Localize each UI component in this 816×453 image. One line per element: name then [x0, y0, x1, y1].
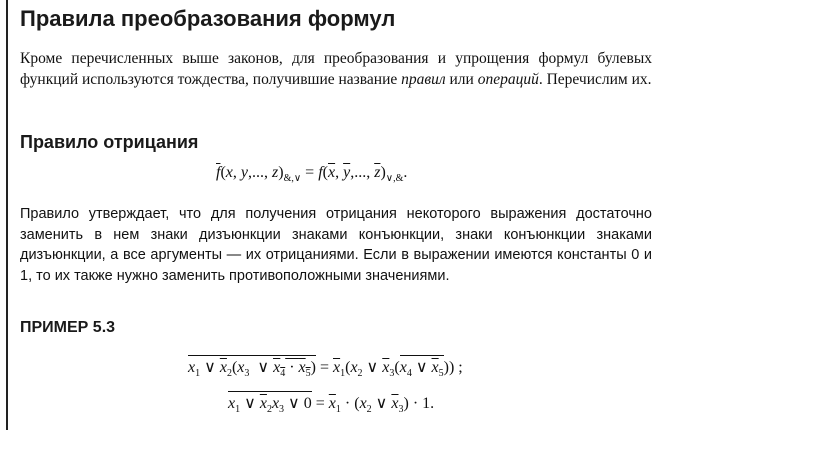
example-formula-2: $x_1$ ∨ $\overline{x}_2x_3$ ∨ $0 = \overline{x}_1 \cdot (x_2$ ∨ $\overline{x}_3) \cdot 1$.: [228, 391, 434, 415]
rule-title: Правило отрицания: [20, 132, 199, 152]
intro-paragraph: Кроме перечисленных выше законов, для преобразования и упрощения формул булевых функций используются тождества, получившие название правил или операций. Перечислим их.: [20, 50, 652, 88]
example-formula-1: $x_1$ ∨ $\overline{x}_2(x_3$ ∨ $x_4 \cdot x_5) = \overline{x}_1(x_2$ ∨ $\overline{x}_3(x_4$ ∨ $\overline{x}_5$)) ;: [188, 355, 463, 379]
rule-description: Правило утверждает, что для получения отрицания некоторого выражения достаточно заменить в нем знаки дизъюнкции знаками конъюнкции, знаки конъюнкции знаками дизъюнкции, а все аргументы — их отрицаниями. Если в выражении имеются константы 0 и 1, то их также нужно заменить противоположными значениями.: [20, 206, 652, 284]
negation-rule-formula: $\overline{f}(x$, y,..., $z)_{\&,\vee} = f(\overline{x}$, $\overline{y}$,..., $\overline{z})_{\vee,\&}$.: [216, 164, 408, 185]
example-title: ПРИМЕР 5.3: [20, 319, 116, 336]
section-title: Правила преобразования формул: [20, 6, 396, 31]
left-border-line: [6, 0, 8, 430]
